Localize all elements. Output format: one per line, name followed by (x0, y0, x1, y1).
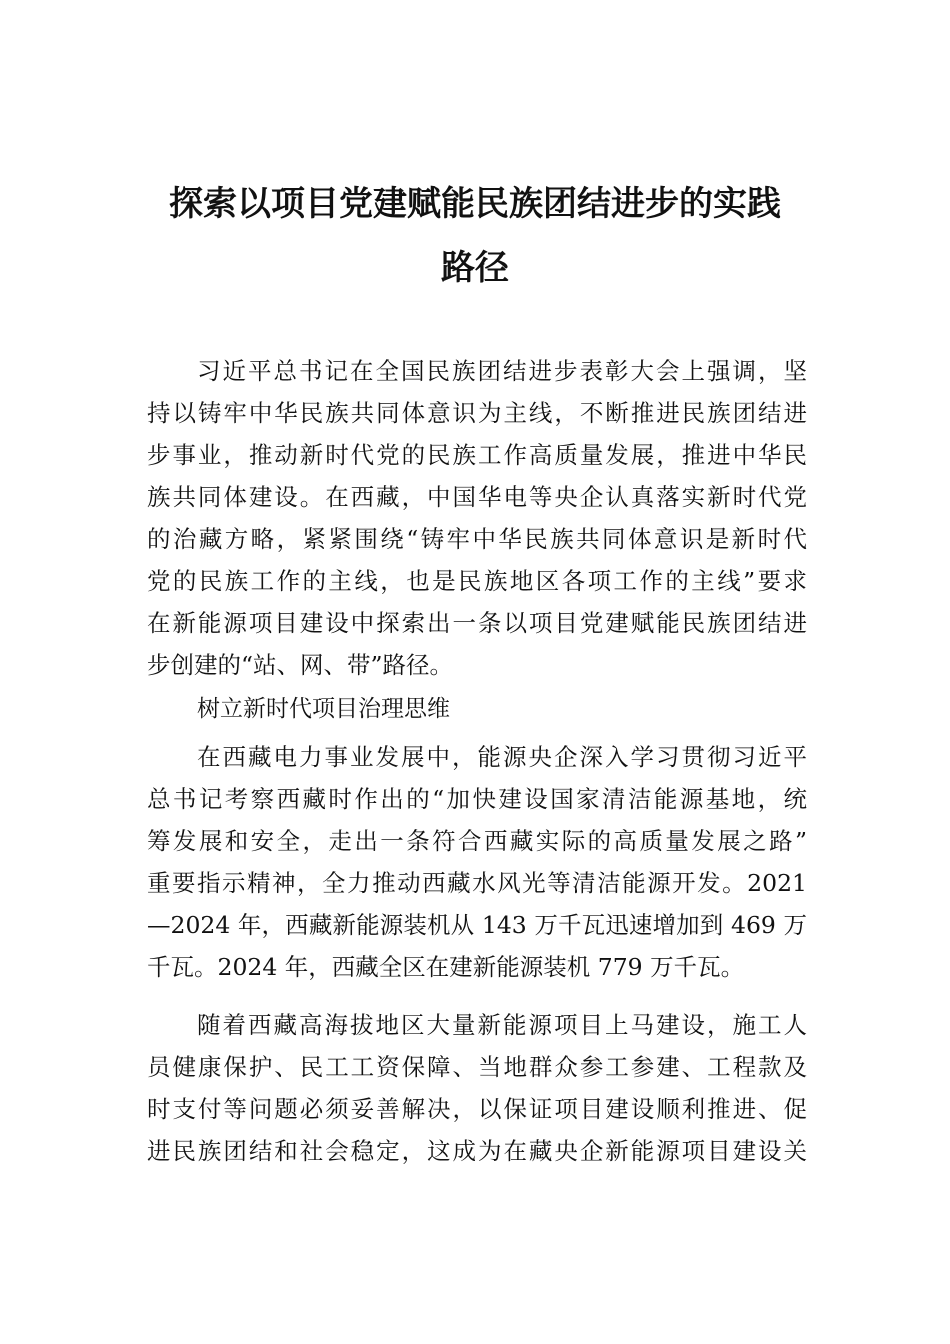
paragraph-1-line: 的治藏方略，紧紧围绕“铸牢中华民族共同体意识是新时代 (147, 525, 807, 553)
paragraph-3-line: 时支付等问题必须妥善解决，以保证项目建设顺利推进、促 (147, 1095, 807, 1123)
document-title-line-1: 探索以项目党建赋能民族团结进步的实践 (169, 184, 781, 224)
paragraph-2-line: 在西藏电力事业发展中，能源央企深入学习贯彻习近平 (197, 743, 807, 771)
paragraph-3-line: 随着西藏高海拔地区大量新能源项目上马建设，施工人 (197, 1011, 807, 1039)
paragraph-1-line: 党的民族工作的主线，也是民族地区各项工作的主线”要求 (147, 567, 807, 595)
paragraph-2-line: 筹发展和安全，走出一条符合西藏实际的高质量发展之路” (147, 827, 807, 855)
paragraph-1-line: 在新能源项目建设中探索出一条以项目党建赋能民族团结进 (147, 609, 807, 637)
paragraph-1-line: 步创建的“站、网、带”路径。 (147, 651, 454, 679)
paragraph-2-line: 总书记考察西藏时作出的“加快建设国家清洁能源基地，统 (147, 785, 807, 813)
paragraph-1-line: 持以铸牢中华民族共同体意识为主线，不断推进民族团结进 (147, 399, 807, 427)
section-heading: 树立新时代项目治理思维 (197, 696, 450, 722)
paragraph-2-line: —2024 年，西藏新能源装机从 143 万千瓦迅速增加到 469 万 (147, 911, 807, 939)
paragraph-3-line: 进民族团结和社会稳定，这成为在藏央企新能源项目建设关 (147, 1137, 807, 1165)
paragraph-2-line: 千瓦。2024 年，西藏全区在建新能源装机 779 万千瓦。 (147, 953, 745, 981)
paragraph-1-line: 步事业，推动新时代党的民族工作高质量发展，推进中华民 (147, 441, 807, 469)
paragraph-1-line: 族共同体建设。在西藏，中国华电等央企认真落实新时代党 (147, 483, 807, 511)
paragraph-1-line: 习近平总书记在全国民族团结进步表彰大会上强调，坚 (197, 357, 807, 385)
paragraph-2-line: 重要指示精神，全力推动西藏水风光等清洁能源开发。2021 (147, 869, 807, 897)
document-title-line-2: 路径 (441, 248, 509, 288)
paragraph-3-line: 员健康保护、民工工资保障、当地群众参工参建、工程款及 (147, 1053, 807, 1081)
